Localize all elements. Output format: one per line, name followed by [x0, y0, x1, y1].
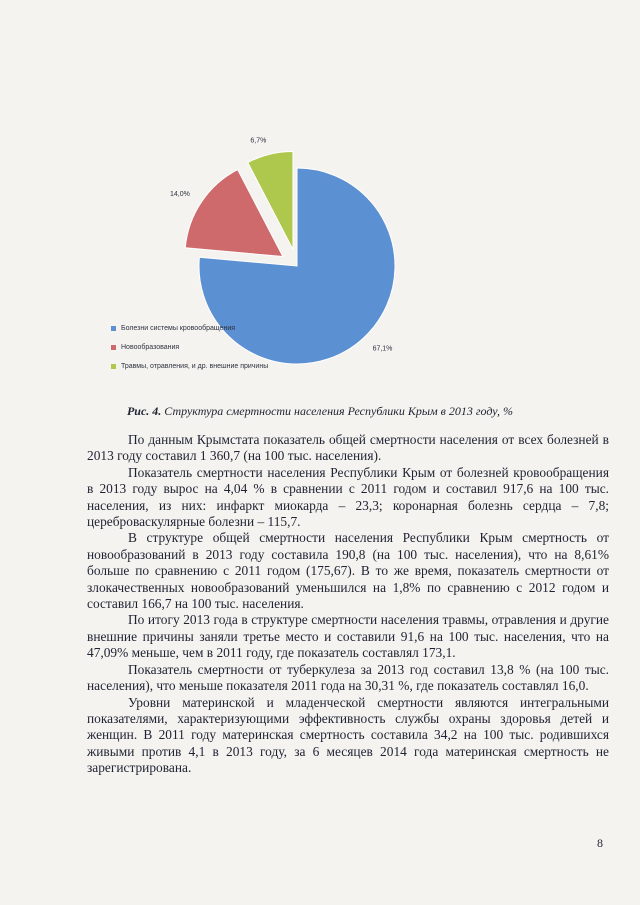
paragraph: Показатель смертности населения Республики Крым от болезней кровообращения в 2013 году вырос на 4,04 % в сравнении с 2011 годом и составил 917,6 на 100 тыс. населения, из них: инфаркт миокарда – 23,3; коронарная болезнь сердца – 7,8; цереброваскулярные болезни – 115,7.: [87, 464, 609, 530]
legend-item-circulatory: [111, 324, 271, 333]
body-text: [87, 432, 609, 777]
legend-item-injuries: [111, 362, 271, 371]
figure-caption-text: Структура смертности населения Республики Крым в 2013 году, %: [161, 404, 514, 418]
data-label-circulatory: 67,1%: [372, 345, 393, 353]
data-label-injuries: 6,7%: [250, 137, 267, 145]
data-label-neoplasms: 14,0%: [169, 191, 190, 199]
legend-label-neoplasms: Новообразования: [121, 344, 180, 351]
legend-label-circulatory: Болезни системы кровообращения: [121, 325, 236, 332]
paragraph: Уровни материнской и младенческой смертности являются интегральными показателями, характеризующими эффективность службы охраны здоровья детей и женщин. В 2011 году материнская смертность составила 34,2 на 100 тыс. родившихся живыми против 4,1 в 2013 году, за 6 месяцев 2014 года материнская смертность не зарегистрирована.: [87, 694, 609, 776]
page-number: 8: [597, 836, 603, 850]
pie-chart: [85, 130, 555, 400]
paragraph: Показатель смертности от туберкулеза за 2013 год составил 13,8 % (на 100 тыс. населения), что меньше показателя 2011 года на 30,31 %, где показатель составлял 16,0.: [87, 661, 609, 694]
paragraph: По данным Крымстата показатель общей смертности населения от всех болезней в 2013 году составил 1 360,7 (на 100 тыс. населения).: [87, 432, 609, 464]
chart-legend: [111, 324, 271, 381]
paragraph: По итогу 2013 года в структуре смертности населения травмы, отравления и другие внешние причины заняли третье место и составили 91,6 на 100 тыс. населения, что на 47,09% меньше, чем в 2011 году, где показатель составлял 173,1.: [87, 612, 609, 661]
paragraph: В структуре общей смертности населения Республики Крым смертность от новообразований в 2013 году составила 190,8 (на 100 тыс. населения), что на 8,61% больше по сравнению с 2011 годом (175,67). В то же время, показатель смертности от злокачественных новообразований уменьшился на 1,8% по сравнению с 2012 годом и составил 166,7 на 100 тыс. населения.: [87, 530, 609, 612]
legend-swatch-circulatory: [111, 326, 116, 331]
legend-item-neoplasms: [111, 343, 271, 352]
figure-number: Рис. 4.: [126, 404, 162, 418]
legend-swatch-neoplasms: [111, 345, 116, 350]
legend-swatch-injuries: [111, 364, 116, 369]
legend-label-injuries: Травмы, отравления, и др. внешние причины: [121, 363, 269, 370]
figure-caption: [0, 404, 640, 419]
